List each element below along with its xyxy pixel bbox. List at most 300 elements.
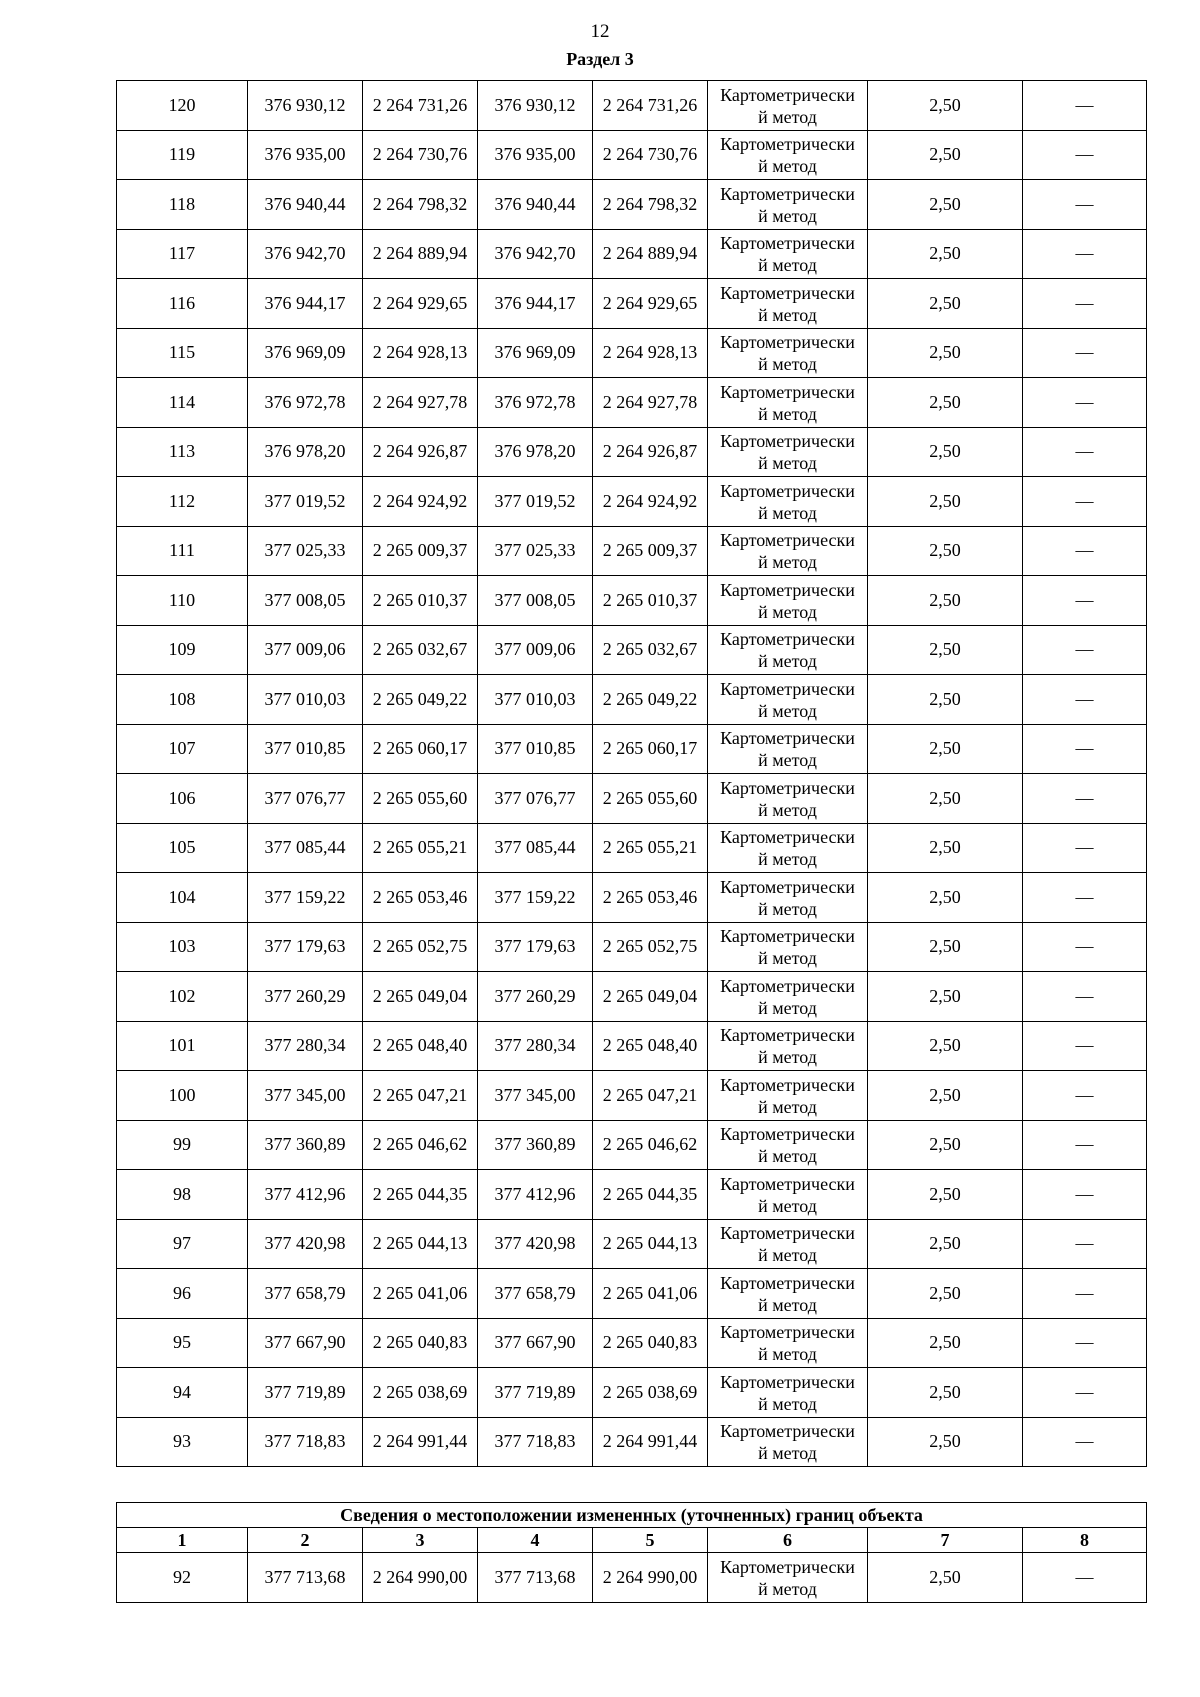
accuracy-value: 2,50 [868, 130, 1023, 180]
old-x-coordinate: 376 969,09 [248, 328, 363, 378]
new-x-coordinate: 376 935,00 [478, 130, 593, 180]
point-number: 106 [117, 774, 248, 824]
accuracy-value: 2,50 [868, 873, 1023, 923]
old-y-coordinate: 2 264 798,32 [363, 180, 478, 230]
note-dash: — [1023, 130, 1147, 180]
method-line-2: й метод [758, 255, 817, 276]
table-row [117, 229, 1147, 279]
method-line-2: й метод [758, 1443, 817, 1464]
note-dash: — [1023, 625, 1147, 675]
old-x-coordinate: 376 972,78 [248, 378, 363, 428]
new-y-coordinate: 2 264 798,32 [593, 180, 708, 230]
method-cell [708, 328, 868, 378]
note-dash: — [1023, 675, 1147, 725]
method-line-2: й метод [758, 1047, 817, 1068]
method-line-1: Картометрически [720, 629, 855, 650]
new-x-coordinate: 376 930,12 [478, 81, 593, 131]
new-x-coordinate: 377 260,29 [478, 972, 593, 1022]
method-line-1: Картометрически [720, 975, 855, 996]
old-x-coordinate: 377 159,22 [248, 873, 363, 923]
old-y-coordinate: 2 265 040,83 [363, 1318, 478, 1368]
new-y-coordinate: 2 264 731,26 [593, 81, 708, 131]
method-line-1: Картометрически [720, 827, 855, 848]
accuracy-value: 2,50 [868, 1417, 1023, 1467]
table-row [117, 427, 1147, 477]
new-y-coordinate: 2 265 044,35 [593, 1170, 708, 1220]
new-x-coordinate: 377 085,44 [478, 823, 593, 873]
new-x-coordinate: 376 942,70 [478, 229, 593, 279]
column-number: 3 [363, 1528, 478, 1553]
new-x-coordinate: 377 718,83 [478, 1417, 593, 1467]
note-dash: — [1023, 427, 1147, 477]
method-line-1: Картометрически [720, 1421, 855, 1442]
note-dash: — [1023, 873, 1147, 923]
page-number: 12 [590, 21, 610, 42]
new-x-coordinate: 376 940,44 [478, 180, 593, 230]
table-row [117, 1219, 1147, 1269]
old-y-coordinate: 2 264 926,87 [363, 427, 478, 477]
method-line-1: Картометрически [720, 282, 855, 303]
method-cell [708, 823, 868, 873]
accuracy-value: 2,50 [868, 1269, 1023, 1319]
old-x-coordinate: 377 360,89 [248, 1120, 363, 1170]
table-row [117, 873, 1147, 923]
new-x-coordinate: 377 019,52 [478, 477, 593, 527]
method-line-1: Картометрически [720, 381, 855, 402]
old-y-coordinate: 2 265 038,69 [363, 1368, 478, 1418]
method-cell [708, 378, 868, 428]
point-number: 92 [117, 1553, 248, 1603]
new-y-coordinate: 2 265 052,75 [593, 922, 708, 972]
section-title: Раздел 3 [566, 49, 634, 69]
new-x-coordinate: 377 025,33 [478, 526, 593, 576]
column-number: 4 [478, 1528, 593, 1553]
note-dash: — [1023, 823, 1147, 873]
note-dash: — [1023, 81, 1147, 131]
accuracy-value: 2,50 [868, 972, 1023, 1022]
new-x-coordinate: 377 658,79 [478, 1269, 593, 1319]
old-y-coordinate: 2 264 889,94 [363, 229, 478, 279]
method-line-2: й метод [758, 1245, 817, 1266]
new-y-coordinate: 2 265 049,22 [593, 675, 708, 725]
table-caption-row [117, 1503, 1147, 1528]
method-line-1: Картометрически [720, 84, 855, 105]
note-dash: — [1023, 1417, 1147, 1467]
old-x-coordinate: 376 930,12 [248, 81, 363, 131]
old-y-coordinate: 2 265 010,37 [363, 576, 478, 626]
new-x-coordinate: 377 179,63 [478, 922, 593, 972]
old-x-coordinate: 377 713,68 [248, 1553, 363, 1603]
method-line-2: й метод [758, 1146, 817, 1167]
method-line-1: Картометрически [720, 480, 855, 501]
old-x-coordinate: 377 076,77 [248, 774, 363, 824]
method-line-2: й метод [758, 1195, 817, 1216]
point-number: 108 [117, 675, 248, 725]
accuracy-value: 2,50 [868, 625, 1023, 675]
new-y-coordinate: 2 265 009,37 [593, 526, 708, 576]
old-x-coordinate: 377 260,29 [248, 972, 363, 1022]
note-dash: — [1023, 229, 1147, 279]
new-y-coordinate: 2 264 730,76 [593, 130, 708, 180]
old-y-coordinate: 2 265 032,67 [363, 625, 478, 675]
accuracy-value: 2,50 [868, 1071, 1023, 1121]
method-line-2: й метод [758, 651, 817, 672]
method-line-1: Картометрически [720, 530, 855, 551]
method-cell [708, 1219, 868, 1269]
accuracy-value: 2,50 [868, 675, 1023, 725]
accuracy-value: 2,50 [868, 1170, 1023, 1220]
method-cell [708, 873, 868, 923]
table-row [117, 477, 1147, 527]
table-row [117, 625, 1147, 675]
table-row [117, 180, 1147, 230]
point-number: 113 [117, 427, 248, 477]
note-dash: — [1023, 279, 1147, 329]
method-line-1: Картометрически [720, 1557, 855, 1577]
point-number: 111 [117, 526, 248, 576]
method-line-2: й метод [758, 1579, 817, 1599]
method-cell [708, 526, 868, 576]
method-line-1: Картометрически [720, 431, 855, 452]
table-caption: Сведения о местоположении измененных (уточненных) границ объекта [117, 1503, 1147, 1528]
point-number: 116 [117, 279, 248, 329]
old-y-coordinate: 2 265 048,40 [363, 1021, 478, 1071]
old-x-coordinate: 377 008,05 [248, 576, 363, 626]
point-number: 100 [117, 1071, 248, 1121]
new-y-coordinate: 2 264 929,65 [593, 279, 708, 329]
new-x-coordinate: 377 345,00 [478, 1071, 593, 1121]
point-number: 98 [117, 1170, 248, 1220]
method-line-1: Картометрически [720, 728, 855, 749]
note-dash: — [1023, 576, 1147, 626]
accuracy-value: 2,50 [868, 427, 1023, 477]
method-line-2: й метод [758, 205, 817, 226]
table-row [117, 1417, 1147, 1467]
new-x-coordinate: 376 978,20 [478, 427, 593, 477]
method-line-2: й метод [758, 700, 817, 721]
new-x-coordinate: 377 076,77 [478, 774, 593, 824]
new-y-coordinate: 2 265 010,37 [593, 576, 708, 626]
point-number: 102 [117, 972, 248, 1022]
table-row [117, 1120, 1147, 1170]
table-row [117, 922, 1147, 972]
old-y-coordinate: 2 264 990,00 [363, 1553, 478, 1603]
method-line-2: й метод [758, 106, 817, 127]
old-y-coordinate: 2 265 044,13 [363, 1219, 478, 1269]
method-line-1: Картометрически [720, 777, 855, 798]
method-line-2: й метод [758, 799, 817, 820]
method-cell [708, 130, 868, 180]
new-y-coordinate: 2 265 048,40 [593, 1021, 708, 1071]
table-row [117, 1553, 1147, 1603]
note-dash: — [1023, 1071, 1147, 1121]
new-x-coordinate: 377 420,98 [478, 1219, 593, 1269]
new-x-coordinate: 377 667,90 [478, 1318, 593, 1368]
new-x-coordinate: 377 010,03 [478, 675, 593, 725]
method-cell [708, 180, 868, 230]
accuracy-value: 2,50 [868, 378, 1023, 428]
accuracy-value: 2,50 [868, 774, 1023, 824]
accuracy-value: 2,50 [868, 229, 1023, 279]
accuracy-value: 2,50 [868, 724, 1023, 774]
old-y-coordinate: 2 264 927,78 [363, 378, 478, 428]
old-y-coordinate: 2 265 055,21 [363, 823, 478, 873]
method-line-2: й метод [758, 502, 817, 523]
method-line-2: й метод [758, 997, 817, 1018]
old-x-coordinate: 377 719,89 [248, 1368, 363, 1418]
note-dash: — [1023, 1318, 1147, 1368]
method-line-2: й метод [758, 403, 817, 424]
changed-boundaries-table [116, 1502, 1147, 1603]
new-y-coordinate: 2 265 041,06 [593, 1269, 708, 1319]
point-number: 115 [117, 328, 248, 378]
new-y-coordinate: 2 264 928,13 [593, 328, 708, 378]
point-number: 104 [117, 873, 248, 923]
accuracy-value: 2,50 [868, 1368, 1023, 1418]
table-row [117, 279, 1147, 329]
method-cell [708, 1417, 868, 1467]
accuracy-value: 2,50 [868, 81, 1023, 131]
method-line-1: Картометрически [720, 1173, 855, 1194]
method-line-1: Картометрически [720, 1322, 855, 1343]
accuracy-value: 2,50 [868, 279, 1023, 329]
new-y-coordinate: 2 265 060,17 [593, 724, 708, 774]
method-cell [708, 1368, 868, 1418]
note-dash: — [1023, 526, 1147, 576]
old-x-coordinate: 377 412,96 [248, 1170, 363, 1220]
method-cell [708, 229, 868, 279]
old-y-coordinate: 2 264 991,44 [363, 1417, 478, 1467]
note-dash: — [1023, 1368, 1147, 1418]
method-line-2: й метод [758, 898, 817, 919]
accuracy-value: 2,50 [868, 526, 1023, 576]
point-number: 101 [117, 1021, 248, 1071]
old-x-coordinate: 377 085,44 [248, 823, 363, 873]
table-row [117, 576, 1147, 626]
point-number: 120 [117, 81, 248, 131]
accuracy-value: 2,50 [868, 922, 1023, 972]
new-y-coordinate: 2 265 047,21 [593, 1071, 708, 1121]
method-line-2: й метод [758, 1096, 817, 1117]
method-cell [708, 774, 868, 824]
table-row [117, 81, 1147, 131]
point-number: 95 [117, 1318, 248, 1368]
old-y-coordinate: 2 265 046,62 [363, 1120, 478, 1170]
new-y-coordinate: 2 264 991,44 [593, 1417, 708, 1467]
table-row [117, 1269, 1147, 1319]
new-x-coordinate: 377 010,85 [478, 724, 593, 774]
point-number: 103 [117, 922, 248, 972]
point-number: 117 [117, 229, 248, 279]
column-number: 6 [708, 1528, 868, 1553]
new-y-coordinate: 2 264 927,78 [593, 378, 708, 428]
note-dash: — [1023, 1120, 1147, 1170]
note-dash: — [1023, 1219, 1147, 1269]
new-y-coordinate: 2 264 990,00 [593, 1553, 708, 1603]
old-x-coordinate: 376 978,20 [248, 427, 363, 477]
old-y-coordinate: 2 265 055,60 [363, 774, 478, 824]
note-dash: — [1023, 1553, 1147, 1603]
new-y-coordinate: 2 264 924,92 [593, 477, 708, 527]
accuracy-value: 2,50 [868, 1553, 1023, 1603]
coordinates-table-body [117, 81, 1147, 1467]
coordinates-table [116, 80, 1147, 1467]
new-y-coordinate: 2 265 038,69 [593, 1368, 708, 1418]
old-x-coordinate: 377 009,06 [248, 625, 363, 675]
method-cell [708, 1021, 868, 1071]
old-x-coordinate: 377 345,00 [248, 1071, 363, 1121]
note-dash: — [1023, 922, 1147, 972]
note-dash: — [1023, 328, 1147, 378]
new-y-coordinate: 2 265 053,46 [593, 873, 708, 923]
method-line-2: й метод [758, 1393, 817, 1414]
column-number-row [117, 1528, 1147, 1553]
point-number: 107 [117, 724, 248, 774]
method-line-1: Картометрически [720, 926, 855, 947]
accuracy-value: 2,50 [868, 1120, 1023, 1170]
new-y-coordinate: 2 265 032,67 [593, 625, 708, 675]
accuracy-value: 2,50 [868, 823, 1023, 873]
note-dash: — [1023, 972, 1147, 1022]
old-x-coordinate: 377 019,52 [248, 477, 363, 527]
old-y-coordinate: 2 265 047,21 [363, 1071, 478, 1121]
table-row [117, 823, 1147, 873]
method-cell [708, 675, 868, 725]
table-row [117, 972, 1147, 1022]
note-dash: — [1023, 378, 1147, 428]
note-dash: — [1023, 774, 1147, 824]
new-y-coordinate: 2 265 044,13 [593, 1219, 708, 1269]
new-y-coordinate: 2 265 055,21 [593, 823, 708, 873]
point-number: 99 [117, 1120, 248, 1170]
new-y-coordinate: 2 265 055,60 [593, 774, 708, 824]
method-cell [708, 1120, 868, 1170]
old-x-coordinate: 377 420,98 [248, 1219, 363, 1269]
method-cell [708, 922, 868, 972]
method-cell [708, 427, 868, 477]
column-number: 5 [593, 1528, 708, 1553]
method-line-2: й метод [758, 304, 817, 325]
method-cell [708, 1269, 868, 1319]
old-x-coordinate: 376 942,70 [248, 229, 363, 279]
point-number: 94 [117, 1368, 248, 1418]
method-line-1: Картометрически [720, 1074, 855, 1095]
method-line-1: Картометрически [720, 1272, 855, 1293]
column-number: 2 [248, 1528, 363, 1553]
note-dash: — [1023, 1170, 1147, 1220]
old-x-coordinate: 377 280,34 [248, 1021, 363, 1071]
new-x-coordinate: 376 944,17 [478, 279, 593, 329]
old-x-coordinate: 376 944,17 [248, 279, 363, 329]
point-number: 118 [117, 180, 248, 230]
method-cell [708, 972, 868, 1022]
method-cell [708, 81, 868, 131]
old-y-coordinate: 2 265 044,35 [363, 1170, 478, 1220]
accuracy-value: 2,50 [868, 328, 1023, 378]
table-row [117, 1021, 1147, 1071]
new-x-coordinate: 376 969,09 [478, 328, 593, 378]
method-line-1: Картометрически [720, 876, 855, 897]
old-x-coordinate: 377 010,85 [248, 724, 363, 774]
new-y-coordinate: 2 264 926,87 [593, 427, 708, 477]
accuracy-value: 2,50 [868, 180, 1023, 230]
method-line-1: Картометрически [720, 678, 855, 699]
method-line-2: й метод [758, 948, 817, 969]
accuracy-value: 2,50 [868, 477, 1023, 527]
old-x-coordinate: 377 179,63 [248, 922, 363, 972]
old-y-coordinate: 2 265 049,22 [363, 675, 478, 725]
note-dash: — [1023, 1269, 1147, 1319]
new-x-coordinate: 377 008,05 [478, 576, 593, 626]
table-row [117, 675, 1147, 725]
point-number: 105 [117, 823, 248, 873]
point-number: 110 [117, 576, 248, 626]
old-y-coordinate: 2 265 009,37 [363, 526, 478, 576]
method-line-2: й метод [758, 354, 817, 375]
note-dash: — [1023, 1021, 1147, 1071]
method-line-1: Картометрически [720, 332, 855, 353]
method-line-1: Картометрически [720, 1223, 855, 1244]
old-y-coordinate: 2 264 928,13 [363, 328, 478, 378]
old-y-coordinate: 2 264 730,76 [363, 130, 478, 180]
method-cell [708, 1170, 868, 1220]
method-line-2: й метод [758, 601, 817, 622]
table-row [117, 1170, 1147, 1220]
table-row [117, 774, 1147, 824]
method-line-1: Картометрически [720, 183, 855, 204]
old-x-coordinate: 377 025,33 [248, 526, 363, 576]
method-cell [708, 279, 868, 329]
column-number: 8 [1023, 1528, 1147, 1553]
old-y-coordinate: 2 265 049,04 [363, 972, 478, 1022]
old-y-coordinate: 2 264 929,65 [363, 279, 478, 329]
new-y-coordinate: 2 264 889,94 [593, 229, 708, 279]
new-y-coordinate: 2 265 040,83 [593, 1318, 708, 1368]
old-x-coordinate: 377 010,03 [248, 675, 363, 725]
method-line-2: й метод [758, 1344, 817, 1365]
point-number: 119 [117, 130, 248, 180]
method-line-2: й метод [758, 750, 817, 771]
method-line-1: Картометрически [720, 134, 855, 155]
method-line-2: й метод [758, 849, 817, 870]
note-dash: — [1023, 180, 1147, 230]
table-row [117, 724, 1147, 774]
table-row [117, 1071, 1147, 1121]
table-row [117, 1368, 1147, 1418]
new-x-coordinate: 376 972,78 [478, 378, 593, 428]
old-y-coordinate: 2 265 052,75 [363, 922, 478, 972]
point-number: 96 [117, 1269, 248, 1319]
new-y-coordinate: 2 265 046,62 [593, 1120, 708, 1170]
table-row [117, 526, 1147, 576]
old-x-coordinate: 377 658,79 [248, 1269, 363, 1319]
note-dash: — [1023, 724, 1147, 774]
method-line-2: й метод [758, 156, 817, 177]
point-number: 112 [117, 477, 248, 527]
table-row [117, 1318, 1147, 1368]
old-x-coordinate: 377 667,90 [248, 1318, 363, 1368]
old-y-coordinate: 2 265 053,46 [363, 873, 478, 923]
new-x-coordinate: 377 280,34 [478, 1021, 593, 1071]
method-line-2: й метод [758, 552, 817, 573]
point-number: 97 [117, 1219, 248, 1269]
table-row [117, 378, 1147, 428]
method-line-1: Картометрически [720, 1025, 855, 1046]
old-y-coordinate: 2 265 060,17 [363, 724, 478, 774]
method-line-1: Картометрически [720, 1371, 855, 1392]
method-cell [708, 724, 868, 774]
method-cell [708, 477, 868, 527]
